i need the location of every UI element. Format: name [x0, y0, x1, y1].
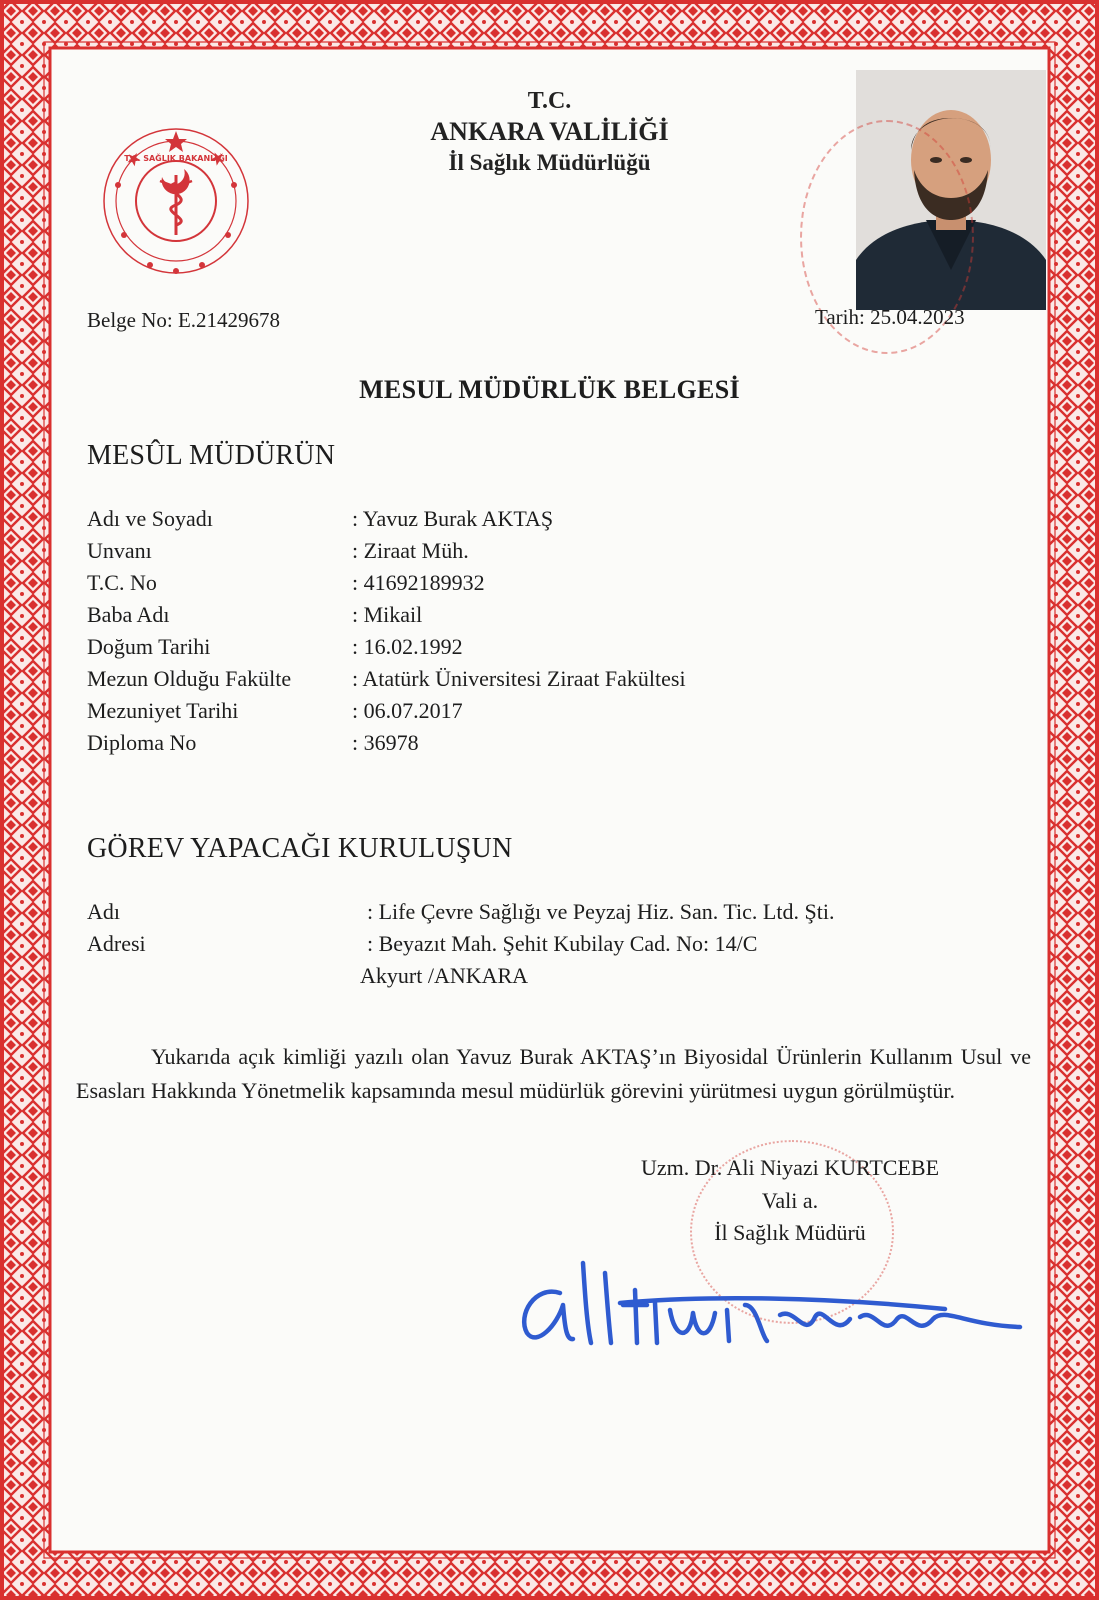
svg-text:T.C. SAĞLIK BAKANLIĞI: T.C. SAĞLIK BAKANLIĞI [124, 154, 228, 163]
field-value: : 36978 [352, 730, 419, 755]
field-value: : Yavuz Burak AKTAŞ [352, 506, 554, 531]
field-label: Adresi [87, 931, 146, 956]
field-label: Diploma No [87, 730, 197, 755]
field-value: : Life Çevre Sağlığı ve Peyzaj Hiz. San. Tic. Ltd. Şti. [367, 899, 835, 924]
document-number: Belge No: E.21429678 [87, 308, 281, 332]
handwritten-signature [505, 1255, 1025, 1355]
section-heading-organization: GÖREV YAPACAĞI KURULUŞUN [87, 833, 513, 864]
field-label: Baba Adı [87, 602, 170, 627]
field-value: : Ziraat Müh. [352, 538, 469, 563]
signer-title: İl Sağlık Müdürü [714, 1220, 866, 1245]
field-label: Unvanı [87, 538, 152, 563]
section-heading-manager: MESÛL MÜDÜRÜN [87, 440, 336, 471]
signer-proxy: Vali a. [761, 1188, 819, 1213]
ministry-of-health-emblem-icon [100, 125, 252, 277]
header-tc: T.C. [527, 88, 572, 114]
field-label: Adı ve Soyadı [87, 506, 213, 531]
field-value: : Mikail [352, 602, 423, 627]
header-directorate: İl Sağlık Müdürlüğü [448, 150, 651, 175]
document-title: MESUL MÜDÜRLÜK BELGESİ [359, 375, 740, 404]
field-value: : Beyazıt Mah. Şehit Kubilay Cad. No: 14/C [367, 931, 758, 956]
field-value: : 41692189932 [352, 570, 485, 595]
field-label: T.C. No [87, 570, 157, 595]
signer-name: Uzm. Dr. Ali Niyazi KURTCEBE [640, 1155, 940, 1180]
header-governorship: ANKARA VALİLİĞİ [430, 117, 669, 146]
address-line-2: Akyurt /ANKARA [360, 963, 529, 988]
field-label: Mezun Olduğu Fakülte [87, 666, 292, 691]
field-label: Adı [87, 899, 120, 924]
field-value: : 16.02.1992 [352, 634, 463, 659]
field-label: Doğum Tarihi [87, 634, 211, 659]
field-value: : 06.07.2017 [352, 698, 463, 723]
approval-paragraph: Yukarıda açık kimliği yazılı olan Yavuz Burak AKTAŞ’ın Biyosidal Ürünlerin Kullanım Usul ve Esasları Hakkında Yönetmelik kapsamında mesul müdürlük görevini yürütmesi uygun görülmüştür. [76, 1044, 1031, 1103]
field-label: Mezuniyet Tarihi [87, 698, 239, 723]
field-value: : Atatürk Üniversitesi Ziraat Fakültesi [352, 666, 686, 691]
document-date: Tarih: 25.04.2023 [815, 305, 965, 329]
